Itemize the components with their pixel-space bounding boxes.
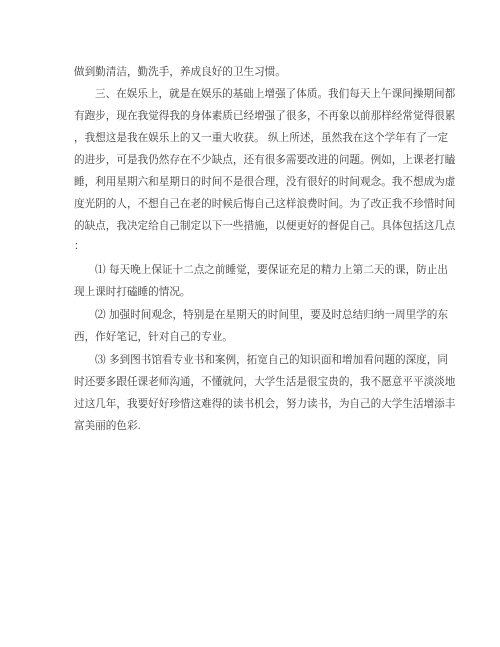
text-line: 三、在娱乐上，就是在娱乐的基础上增强了体质。我们每天上午课间操期间都 [95, 88, 456, 100]
text-line: 的缺点，我决定给自己制定以下一些措施，以便更好的督促自己。具体包括这几点 [74, 220, 456, 232]
text-line: 做到勤清洁，勤洗手，养成良好的卫生习惯。 [74, 66, 286, 78]
list-item-line: 西，作好笔记，针对自己的专业。 [74, 331, 233, 343]
list-item-line: 过这几年，我要好好珍惜这难得的读书机会，努力读书，为自己的大学生活增添丰 [74, 398, 456, 410]
text-line: 有跑步，现在我觉得我的身体素质已经增强了很多，不再象以前那样经常觉得很累 [74, 110, 456, 122]
list-item-line: ⑵ 加强时间观念，特别是在星期天的时间里，要及时总结归纳一周里学的东 [95, 309, 448, 321]
text-line: ，我想这是我在娱乐上的又一重大收获。 纵上所述，虽然我在这个学年有了一定 [74, 132, 449, 144]
list-item-line: 现上课时打磕睡的情况。 [74, 286, 191, 298]
text-line: ： [74, 240, 85, 252]
list-item-line: ⑶ 多到图书馆看专业书和案例，拓宽自己的知识面和增加看问题的深度，同 [95, 354, 448, 366]
text-line: 的进步，可是我仍然存在不少缺点，还有很多需要改进的问题。例如，上课老打瞌 [74, 154, 456, 166]
list-item-line: 时还要多跟任课老师沟通，不懂就问，大学生活是很宝贵的，我不愿意平平淡淡地 [74, 376, 456, 388]
text-line: 睡，利用星期六和星期日的时间不是很合理，没有很好的时间观念。我不想成为虚 [74, 176, 456, 188]
list-item-line: 富美丽的色彩. [74, 420, 141, 432]
text-line: 度光阴的人，不想自己在老的时候后悔自己这样浪费时间。为了改正我不珍惜时间 [74, 198, 456, 210]
list-item-line: ⑴ 每天晚上保证十二点之前睡觉，要保证充足的精力上第二天的课，防止出 [95, 264, 448, 276]
